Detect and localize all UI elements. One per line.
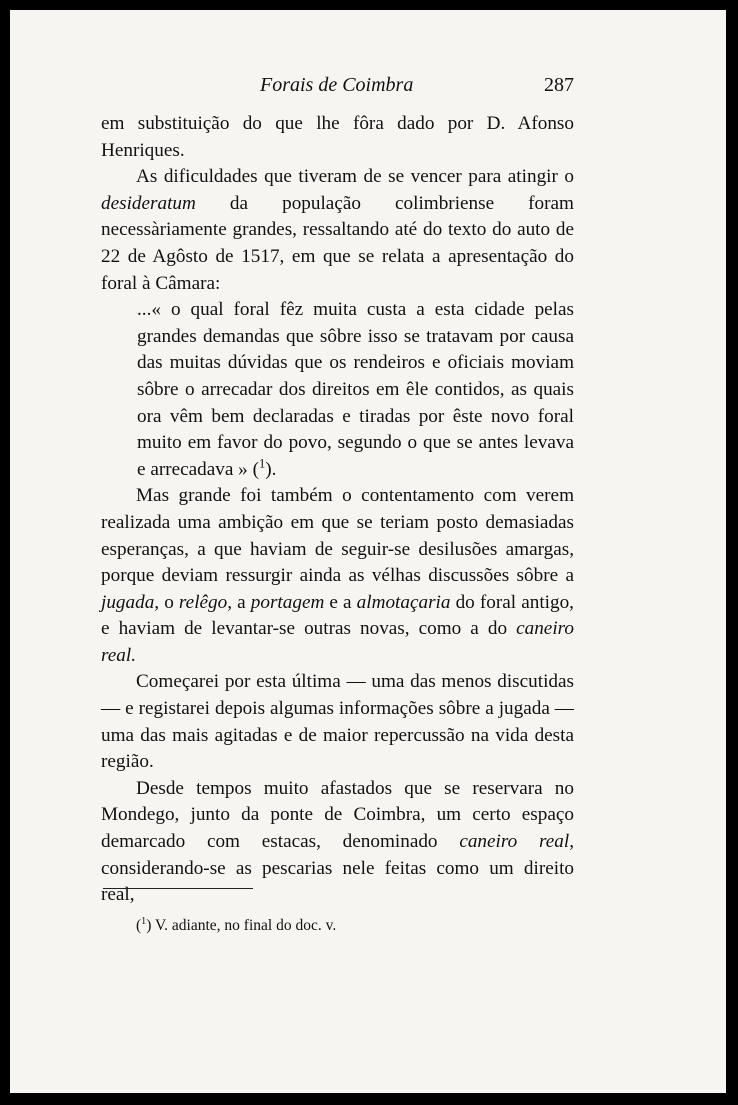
paragraph-5-italic: caneiro real,: [459, 831, 574, 853]
block-quote: [137, 297, 574, 483]
term-portagem: portagem: [250, 591, 325, 613]
paragraph-2: [101, 164, 574, 297]
quote-text: ...« o qual foral fêz muita custa a esta cidade pelas grandes demandas que sôbre isso se tratavam por causa das muitas dúvidas que os rendeiros e oficiais moviam sôbre o arrecadar dos direitos em êle contidos, as quais ora vêm bem declaradas e tiradas por êste novo foral muito em favor do povo, segundo o que se antes levava e arrecadava » (: [137, 299, 574, 480]
paragraph-3-text-e: do foral antigo, e haviam de levantar-se outras novas, como a do: [101, 591, 574, 640]
paragraph-3-text-c: a: [232, 591, 251, 613]
page-header: [10, 74, 726, 102]
paragraph-1: [101, 111, 574, 164]
paragraph-3-text-d: e a: [324, 591, 357, 613]
book-page: [10, 10, 726, 1093]
footnote-marker: 1: [141, 915, 147, 927]
paragraph-3-text-a: Mas grande foi também o contentamento com verem realizada uma ambição em que se teriam posto demasiadas esperanças, a que haviam de seguir-se desilusões amargas, porque deviam ressurgir ainda as vélhas discussões sôbre a: [101, 485, 574, 587]
paragraph-2-text-b: da população colimbriense foram necessàriamente grandes, ressaltando até do texto do auto de 22 de Agôsto de 1517, em que se relata a apresentação do foral à Câmara:: [101, 192, 574, 294]
footnote: ($^1$) V. adiante, no final do doc. v.: [136, 915, 337, 934]
footnote-reference: 1: [258, 456, 266, 471]
paragraph-4: [101, 669, 574, 775]
page-number: 287: [544, 74, 574, 96]
paragraph-3-text-b: o: [159, 591, 179, 613]
paragraph-2-text-a: As dificuldades que tiveram de se vencer para atingir o: [136, 166, 574, 188]
running-title: Forais de Coimbra: [260, 74, 414, 96]
footnote-text: V. adiante, no final do doc. v.: [151, 917, 337, 934]
footnote-divider: [103, 888, 253, 889]
paragraph-5-text-b: considerando-se as pescarias nele feitas como um direito real,: [101, 857, 574, 906]
term-caneiro-real: caneiro real.: [101, 618, 574, 666]
paragraph-2-italic: desideratum: [101, 192, 196, 214]
paragraph-4-text: Começarei por esta última — uma das menos discutidas — e registarei depois algumas informações sôbre a jugada — uma das mais agitadas e de maior repercussão na vida desta região.: [101, 671, 574, 773]
paragraph-5-text-a: Desde tempos muito afastados que se reservara no Mondego, junto da ponte de Coimbra, um certo espaço demarcado com estacas, denominado: [101, 777, 574, 853]
paragraph-3: [101, 483, 574, 669]
term-relego: relêgo,: [178, 591, 233, 613]
body-text: [101, 111, 574, 909]
term-almotacaria: almotaçaria: [356, 591, 451, 613]
term-jugada: jugada,: [101, 591, 160, 613]
paragraph-1-text: em substituição do que lhe fôra dado por D. Afonso Henriques.: [101, 113, 574, 161]
quote-end: ).: [265, 458, 277, 480]
